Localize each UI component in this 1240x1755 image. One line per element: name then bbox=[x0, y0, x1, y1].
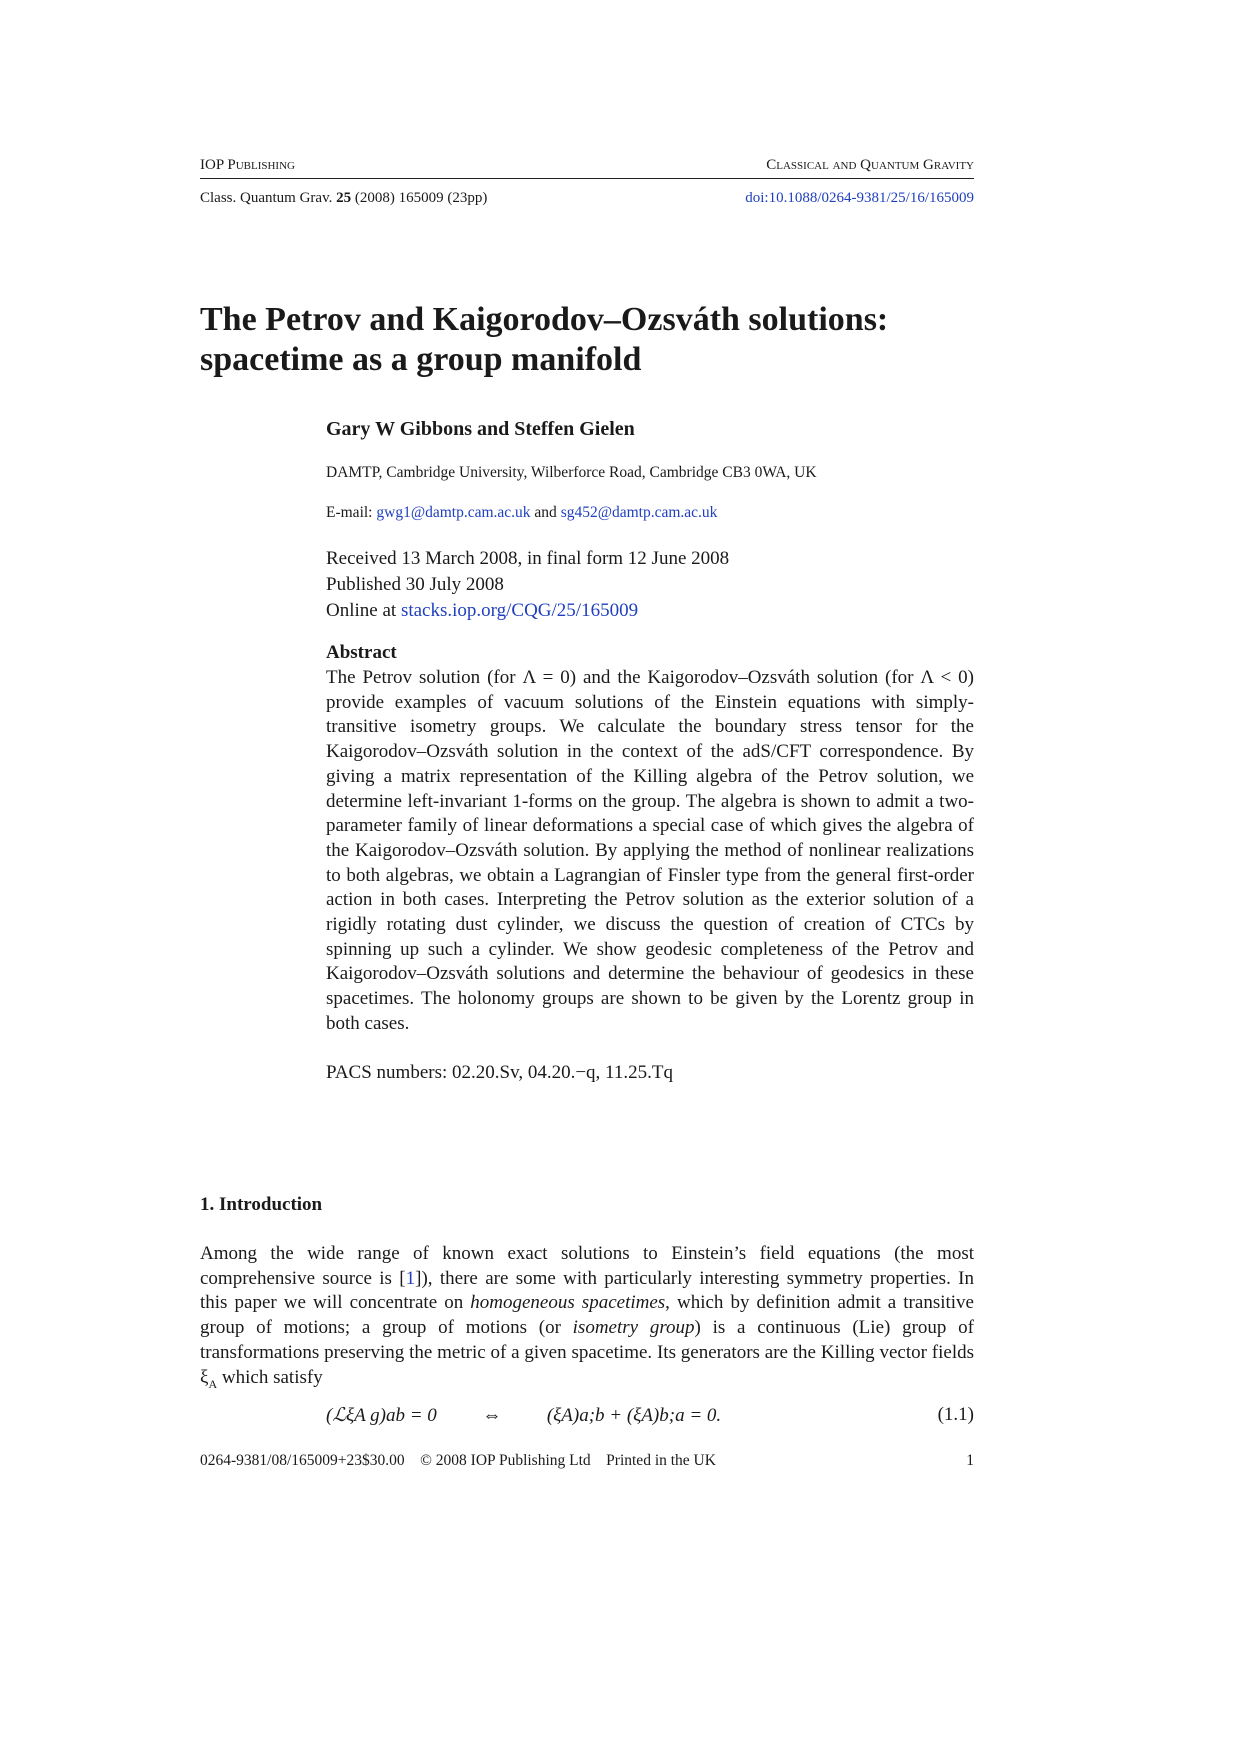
abstract-text: The Petrov solution (for Λ = 0) and the Kaigorodov–Ozsváth solution (for Λ < 0) provide examples of vacuum solutions of the Einstein equations with simply-transitive isometry groups. We calculate the boundary stress tensor for the Kaigorodov–Ozsváth solution in the context of the adS/CFT correspondence. By giving a matrix representation of the Killing algebra of the Petrov solution, we determine left-invariant 1-forms on the group. The algebra is shown to admit a two-parameter family of linear deformations a special case of which gives the algebra of the Kaigorodov–Ozsváth solution. By applying the method of nonlinear realizations to both algebras, we obtain a Lagrangian of Finsler type from the general first-order action in both cases. Interpreting the Petrov solution as the exterior solution of a rigidly rotating dust cylinder, we discuss the question of creation of CTCs by spinning up such a cylinder. We show geodesic completeness of the Petrov and Kaigorodov–Ozsváth solutions and determine the behaviour of geodesics in these spacetimes. The holonomy groups are shown to be given by the Lorentz group in both cases. bbox=[326, 667, 974, 1034]
title-line-1: The Petrov and Kaigorodov–Ozsváth solutions: bbox=[200, 301, 889, 338]
email-link-1[interactable]: gwg1@damtp.cam.ac.uk bbox=[376, 504, 531, 521]
intro-subscript: A bbox=[208, 1376, 218, 1391]
email-line bbox=[326, 504, 717, 522]
citation-prefix: Class. Quantum Grav. bbox=[200, 190, 337, 206]
email-link-2[interactable]: sg452@damtp.cam.ac.uk bbox=[560, 504, 718, 521]
title-line-2: spacetime as a group manifold bbox=[200, 341, 642, 378]
paper-title bbox=[200, 300, 1000, 380]
published-date: Published 30 July 2008 bbox=[326, 574, 504, 595]
affiliation: DAMTP, Cambridge University, Wilberforce Road, Cambridge CB3 0WA, UK bbox=[326, 464, 817, 481]
equation-iff: ⇔ bbox=[482, 1405, 502, 1426]
citation bbox=[200, 189, 487, 207]
email-conj: and bbox=[530, 504, 561, 521]
intro-text-2: ]), there are some with particularly interesting symmetry properties. In this paper we will concentrate on bbox=[200, 1267, 974, 1314]
equation-lhs: (ℒξA g)ab = 0 bbox=[326, 1405, 437, 1426]
pacs-numbers: PACS numbers: 02.20.Sv, 04.20.−q, 11.25.Tq bbox=[326, 1062, 673, 1083]
authors: Gary W Gibbons and Steffen Gielen bbox=[326, 418, 635, 440]
dates-block bbox=[326, 546, 729, 624]
received-date: Received 13 March 2008, in final form 12 June 2008 bbox=[326, 548, 730, 569]
equation-body bbox=[326, 1404, 721, 1427]
citation-volume: 25 bbox=[336, 190, 352, 206]
online-line bbox=[326, 598, 729, 624]
intro-text-4: ) is a continuous (Lie) group of transformations preserving the metric of a given spacetime. Its generators are the Killing vector fields ξ bbox=[200, 1317, 974, 1388]
online-link[interactable]: stacks.iop.org/CQG/25/165009 bbox=[400, 600, 639, 621]
reference-link-1[interactable]: 1 bbox=[405, 1267, 416, 1289]
intro-emphasis-2: isometry group bbox=[572, 1317, 695, 1339]
doi-link[interactable]: doi:10.1088/0264-9381/25/16/165009 bbox=[745, 190, 974, 206]
abstract-heading: Abstract bbox=[326, 642, 397, 663]
intro-text-1: Among the wide range of known exact solutions to Einstein’s field equations (the most comprehensive source is [ bbox=[200, 1243, 974, 1289]
intro-text-3: , which by definition admit a transitive group of motions; a group of motions (or bbox=[200, 1292, 974, 1339]
journal-name: Classical and Quantum Gravity bbox=[766, 157, 974, 173]
page-footer bbox=[200, 1452, 974, 1470]
section-heading: 1. Introduction bbox=[200, 1194, 323, 1215]
publisher-name: IOP Publishing bbox=[200, 157, 295, 173]
equation-1-1 bbox=[326, 1404, 974, 1427]
page-number: 1 bbox=[966, 1452, 974, 1469]
header-rule bbox=[200, 178, 974, 179]
intro-emphasis-1: homogeneous spacetimes bbox=[470, 1292, 666, 1314]
intro-text-5: which satisfy bbox=[217, 1366, 323, 1388]
equation-rhs: (ξA)a;b + (ξA)b;a = 0. bbox=[546, 1405, 722, 1426]
email-label: E-mail: bbox=[326, 504, 377, 521]
footer-copyright: 0264-9381/08/165009+23$30.00 © 2008 IOP Publishing Ltd Printed in the UK bbox=[200, 1452, 716, 1469]
citation-rest: (2008) 165009 (23pp) bbox=[351, 190, 488, 206]
online-label: Online at bbox=[326, 600, 401, 621]
intro-paragraph bbox=[200, 1242, 974, 1396]
equation-number: (1.1) bbox=[937, 1404, 974, 1425]
